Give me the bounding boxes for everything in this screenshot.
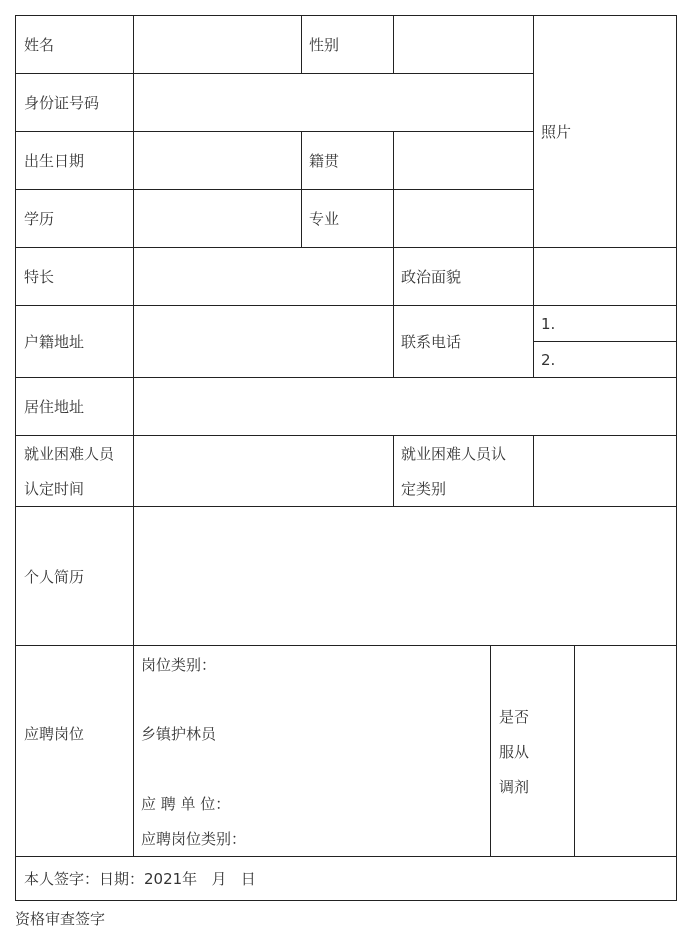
native-place-value-cell[interactable] bbox=[393, 131, 534, 190]
hardship-type-label-line2: 定类别 bbox=[401, 480, 447, 498]
phone-1-text: 1. bbox=[541, 315, 556, 333]
education-value-cell[interactable] bbox=[133, 189, 302, 248]
resume-value-cell[interactable] bbox=[133, 506, 677, 646]
registration-form-table bbox=[15, 15, 677, 901]
position-label-cell bbox=[15, 645, 134, 857]
position-value-cell[interactable] bbox=[133, 645, 491, 857]
political-status-value-cell[interactable] bbox=[533, 247, 677, 306]
id-number-value-cell[interactable] bbox=[133, 73, 534, 132]
hardship-time-label-line2: 认定时间 bbox=[24, 480, 85, 498]
phone-label: 联系电话 bbox=[401, 333, 462, 351]
hardship-time-value-cell[interactable] bbox=[133, 435, 394, 507]
native-place-label: 籍贯 bbox=[309, 152, 340, 170]
position-category-prompt: 岗位类别： bbox=[141, 656, 217, 674]
adjust-label-line3: 调剂 bbox=[499, 778, 530, 796]
political-status-label: 政治面貌 bbox=[401, 268, 462, 286]
education-label: 学历 bbox=[24, 210, 55, 228]
specialty-label: 特长 bbox=[24, 268, 55, 286]
specialty-value-cell[interactable] bbox=[133, 247, 394, 306]
birth-date-label: 出生日期 bbox=[24, 152, 85, 170]
birth-date-value-cell[interactable] bbox=[133, 131, 302, 190]
household-address-value-cell[interactable] bbox=[133, 305, 394, 378]
adjust-label-line2: 服从 bbox=[499, 743, 530, 761]
major-label: 专业 bbox=[309, 210, 340, 228]
name-label: 姓名 bbox=[24, 36, 55, 54]
name-value-cell[interactable] bbox=[133, 15, 302, 74]
gender-value-cell[interactable] bbox=[393, 15, 534, 74]
gender-label: 性别 bbox=[309, 36, 340, 54]
hardship-type-value-cell[interactable] bbox=[533, 435, 677, 507]
adjust-label-line1: 是否 bbox=[499, 708, 530, 726]
id-number-label: 身份证号码 bbox=[24, 94, 100, 112]
resume-label: 个人简历 bbox=[24, 568, 85, 586]
phone-2-text: 2. bbox=[541, 351, 556, 369]
photo-label: 照片 bbox=[541, 123, 572, 141]
residence-label: 居住地址 bbox=[24, 398, 85, 416]
position-value: 乡镇护林员 bbox=[141, 725, 217, 743]
hardship-time-label-line1: 就业困难人员 bbox=[24, 445, 115, 463]
employer-prompt: 应 聘 单 位： bbox=[141, 795, 231, 813]
applied-category-prompt: 应聘岗位类别： bbox=[141, 830, 247, 848]
household-address-label: 户籍地址 bbox=[24, 333, 85, 351]
residence-value-cell[interactable] bbox=[133, 377, 677, 436]
position-label: 应聘岗位 bbox=[24, 725, 85, 743]
hardship-type-label-line1: 就业困难人员认 bbox=[401, 445, 507, 463]
review-signature-caption: 资格审查签字 bbox=[15, 910, 106, 928]
major-value-cell[interactable] bbox=[393, 189, 534, 248]
adjust-value-cell[interactable] bbox=[574, 645, 677, 857]
signature-line: 本人签字：日期：2021年 月 日 bbox=[24, 870, 256, 888]
